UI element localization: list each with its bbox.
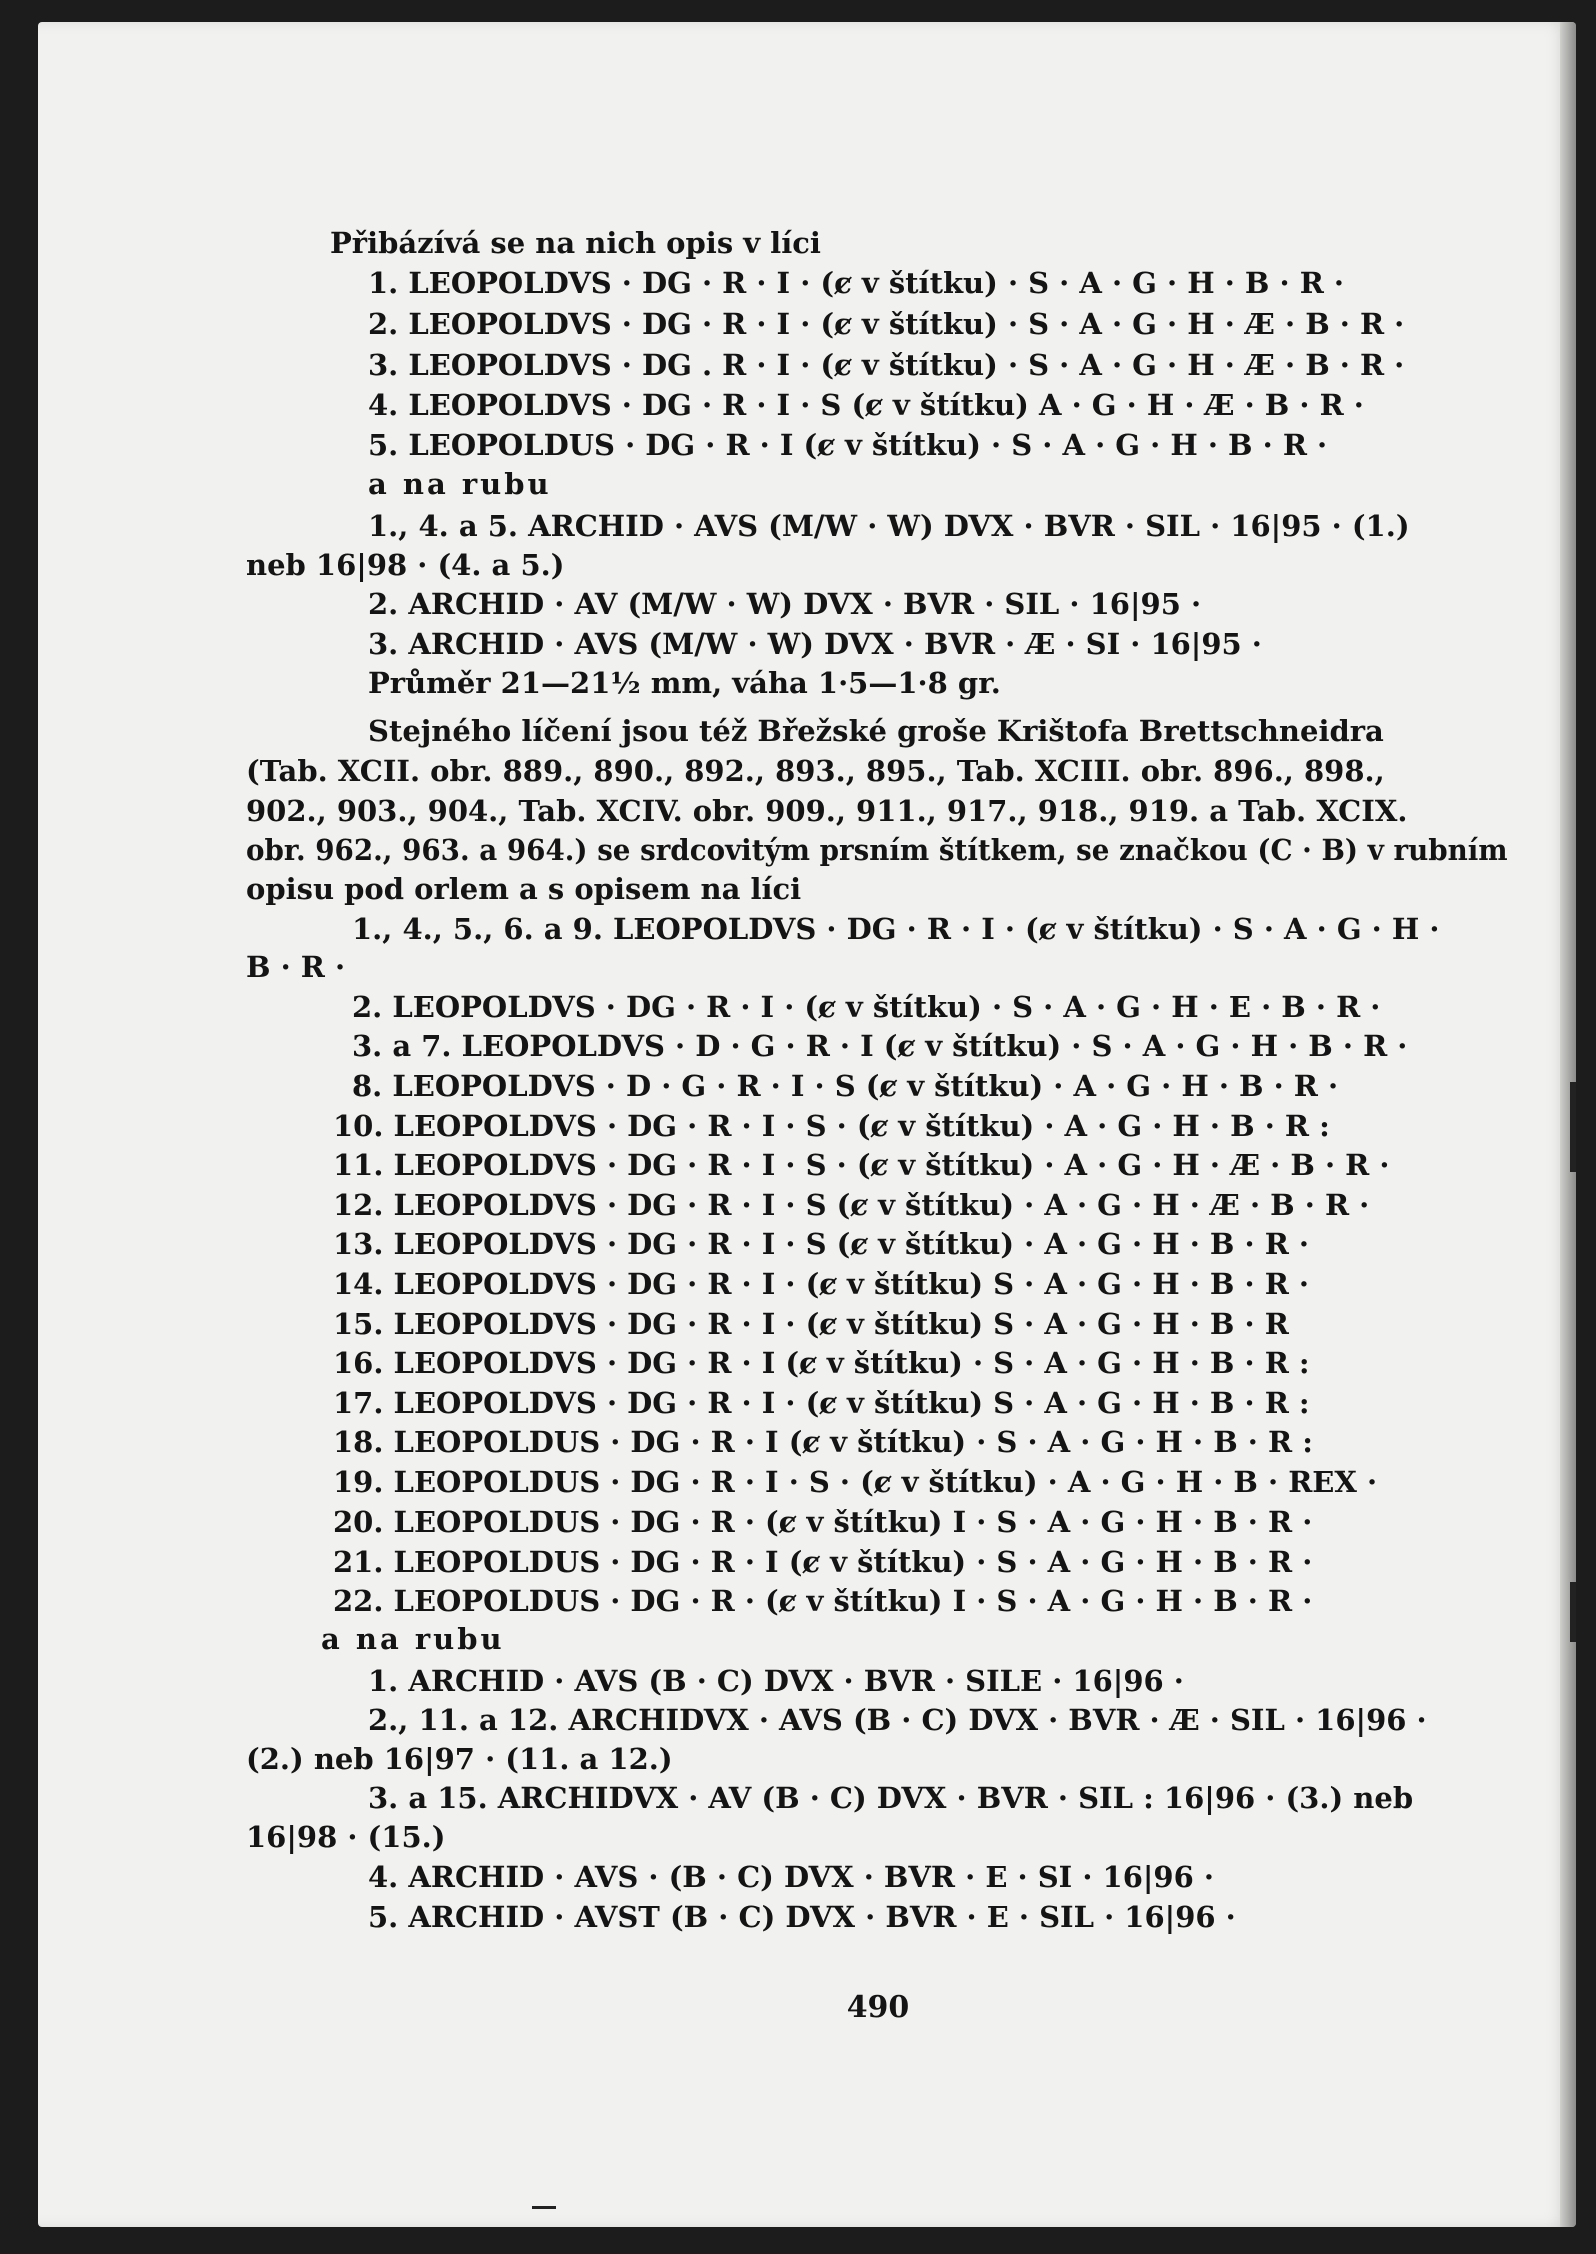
text-line: 21. LEOPOLDUS · DG · R · I (ȼ v štítku) · S · A · G · H · B · R ·: [333, 1545, 1313, 1579]
text-line: Stejného líčení jsou též Břežské groše Krištofa Brettschneidra: [368, 714, 1384, 748]
text-line: 16. LEOPOLDVS · DG · R · I (ȼ v štítku) · S · A · G · H · B · R :: [333, 1346, 1310, 1380]
text-line: (Tab. XCII. obr. 889., 890., 892., 893., 895., Tab. XCIII. obr. 896., 898.,: [246, 754, 1385, 788]
text-line: Průměr 21—21½ mm, váha 1·5—1·8 gr.: [368, 666, 1001, 700]
text-line: 18. LEOPOLDUS · DG · R · I (ȼ v štítku) · S · A · G · H · B · R :: [333, 1425, 1313, 1459]
text-line: 5. LEOPOLDUS · DG · R · I (ȼ v štítku) · S · A · G · H · B · R ·: [368, 428, 1328, 462]
text-line: 2. LEOPOLDVS · DG · R · I · (ȼ v štítku) · S · A · G · H · E · B · R ·: [352, 990, 1381, 1024]
text-line: 4. ARCHID · AVS · (B · C) DVX · BVR · E · SI · 16|96 ·: [368, 1860, 1214, 1894]
text-line: Přibázívá se na nich opis v líci: [330, 226, 821, 260]
text-line: 16|98 · (15.): [246, 1820, 446, 1854]
text-line: 3. ARCHID · AVS (M/W · W) DVX · BVR · Æ · SI · 16|95 ·: [368, 627, 1262, 661]
text-line: 19. LEOPOLDUS · DG · R · I · S · (ȼ v štítku) · A · G · H · B · REX ·: [333, 1465, 1378, 1499]
text-line: 14. LEOPOLDVS · DG · R · I · (ȼ v štítku) S · A · G · H · B · R ·: [333, 1267, 1309, 1301]
text-line: 10. LEOPOLDVS · DG · R · I · S · (ȼ v štítku) · A · G · H · B · R :: [333, 1109, 1330, 1143]
text-line: a na rubu: [368, 467, 552, 501]
text-line: 2., 11. a 12. ARCHIDVX · AVS (B · C) DVX · BVR · Æ · SIL · 16|96 ·: [368, 1703, 1427, 1737]
binding-mark: [1570, 1082, 1576, 1172]
text-line: 5. ARCHID · AVST (B · C) DVX · BVR · E · SIL · 16|96 ·: [368, 1900, 1236, 1934]
text-line: 1., 4. a 5. ARCHID · AVS (M/W · W) DVX · BVR · SIL · 16|95 · (1.): [368, 509, 1410, 543]
text-line: 3. a 7. LEOPOLDVS · D · G · R · I (ȼ v štítku) · S · A · G · H · B · R ·: [352, 1029, 1408, 1063]
text-line: a na rubu: [321, 1622, 505, 1656]
text-line: 1., 4., 5., 6. a 9. LEOPOLDVS · DG · R · I · (ȼ v štítku) · S · A · G · H ·: [352, 912, 1440, 946]
text-line: 13. LEOPOLDVS · DG · R · I · S (ȼ v štítku) · A · G · H · B · R ·: [333, 1227, 1309, 1261]
text-line: 4. LEOPOLDVS · DG · R · I · S (ȼ v štítku) A · G · H · Æ · B · R ·: [368, 388, 1364, 422]
text-line: 1. ARCHID · AVS (B · C) DVX · BVR · SILE · 16|96 ·: [368, 1664, 1184, 1698]
text-line: 12. LEOPOLDVS · DG · R · I · S (ȼ v štítku) · A · G · H · Æ · B · R ·: [333, 1188, 1370, 1222]
page-number: 490: [846, 1990, 910, 2025]
text-line: opisu pod orlem a s opisem na líci: [246, 872, 802, 906]
text-line: 20. LEOPOLDUS · DG · R · (ȼ v štítku) I · S · A · G · H · B · R ·: [333, 1505, 1313, 1539]
text-line: 17. LEOPOLDVS · DG · R · I · (ȼ v štítku) S · A · G · H · B · R :: [333, 1386, 1310, 1420]
text-line: 15. LEOPOLDVS · DG · R · I · (ȼ v štítku) S · A · G · H · B · R: [333, 1307, 1289, 1341]
scan-speck: [532, 2206, 556, 2209]
text-line: 8. LEOPOLDVS · D · G · R · I · S (ȼ v štítku) · A · G · H · B · R ·: [352, 1069, 1339, 1103]
text-line: (2.) neb 16|97 · (11. a 12.): [246, 1742, 673, 1776]
binding-mark: [1570, 1582, 1576, 1642]
text-line: 1. LEOPOLDVS · DG · R · I · (ȼ v štítku) · S · A · G · H · B · R ·: [368, 266, 1345, 300]
text-line: obr. 962., 963. a 964.) se srdcovitým prsním štítkem, se značkou (C · B) v rubním: [246, 833, 1508, 867]
text-line: 3. a 15. ARCHIDVX · AV (B · C) DVX · BVR · SIL : 16|96 · (3.) neb: [368, 1781, 1414, 1815]
book-page: [38, 22, 1576, 2227]
text-line: 22. LEOPOLDUS · DG · R · (ȼ v štítku) I · S · A · G · H · B · R ·: [333, 1584, 1313, 1618]
text-line: 11. LEOPOLDVS · DG · R · I · S · (ȼ v štítku) · A · G · H · Æ · B · R ·: [333, 1148, 1390, 1182]
text-line: B · R ·: [246, 950, 346, 984]
text-line: 2. ARCHID · AV (M/W · W) DVX · BVR · SIL · 16|95 ·: [368, 587, 1202, 621]
text-line: 3. LEOPOLDVS · DG . R · I · (ȼ v štítku) · S · A · G · H · Æ · B · R ·: [368, 348, 1405, 382]
text-line: 902., 903., 904., Tab. XCIV. obr. 909., 911., 917., 918., 919. a Tab. XCIX.: [246, 794, 1408, 828]
text-line: neb 16|98 · (4. a 5.): [246, 548, 565, 582]
text-line: 2. LEOPOLDVS · DG · R · I · (ȼ v štítku) · S · A · G · H · Æ · B · R ·: [368, 307, 1405, 341]
